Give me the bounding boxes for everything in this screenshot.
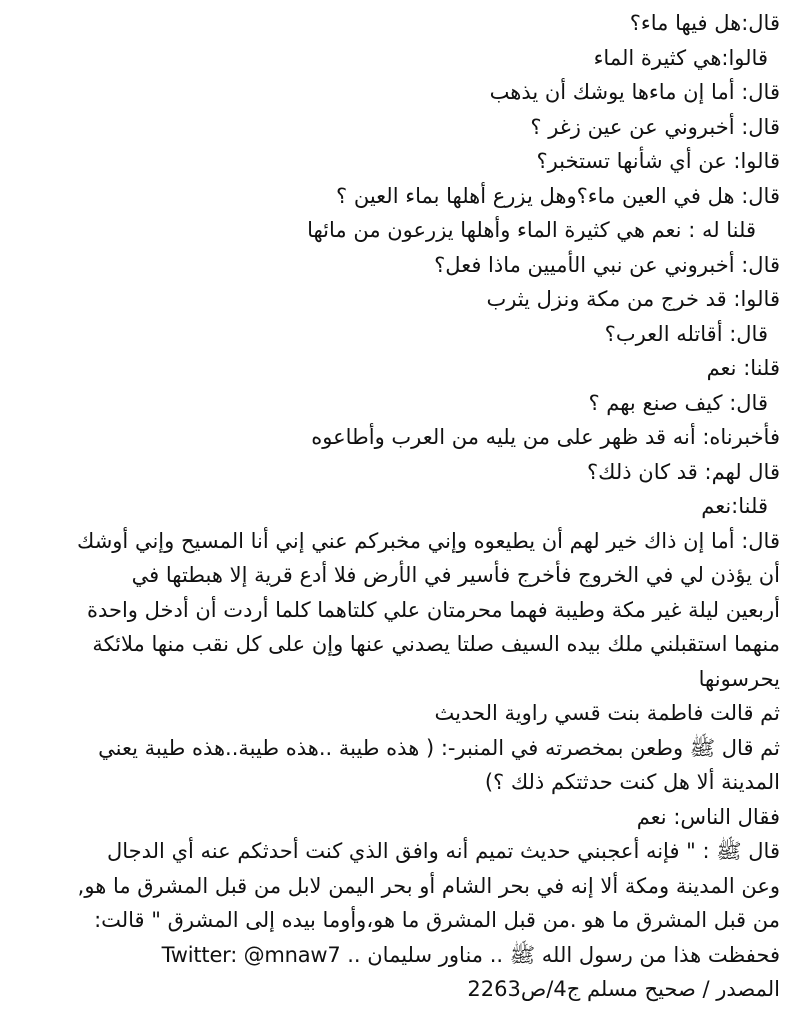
text-line: قالوا:هي كثيرة الماء	[593, 45, 768, 70]
text-line: وعن المدينة ومكة ألا إنه في بحر الشام أو بحر اليمن لابل من قبل المشرق ما هو,	[77, 873, 780, 898]
text-line: قال: أما إن ماءها يوشك أن يذهب	[489, 80, 780, 104]
text-line: قال لهم: قد كان ذلك؟	[587, 459, 780, 484]
text-line: المدينة ألا هل كنت حدثتكم ذلك ؟)	[484, 770, 780, 794]
text-line: أربعين ليلة غير مكة وطيبة فهما محرمتان علي كلتاهما كلما أردت أن أدخل واحدة	[86, 597, 780, 622]
text-line: قلنا له : نعم هي كثيرة الماء وأهلها يزرعون من مائها	[307, 218, 756, 242]
text-line: قالوا: قد خرج من مكة ونزل يثرب	[486, 287, 780, 311]
text-line: قلنا: نعم	[706, 356, 780, 380]
text-line: أن يؤذن لي في الخروج فأخرج فأسير في الأرض فلا أدع قرية إلا هبطتها في	[131, 563, 780, 587]
text-line: فأخبرناه: أنه قد ظهر على من يليه من العرب وأطاعوه	[311, 425, 780, 449]
text-line: قال: أما إن ذاك خير لهم أن يطيعوه وإني مخبركم عني إني أنا المسيح وإني أوشك	[77, 528, 780, 553]
text-line: ثم قال ﷺ وطعن بمخصرته في المنبر-: ( هذه طيبة ..هذه طيبة..هذه طيبة يعني	[98, 735, 780, 760]
text-line: قالوا: عن أي شأنها تستخبر؟	[536, 149, 780, 173]
text-line: من قبل المشرق ما هو .من قبل المشرق ما هو،وأوما بيده إلى المشرق " قالت:	[94, 908, 780, 932]
text-line: قال: هل في العين ماء؟وهل يزرع أهلها بماء العين ؟	[336, 183, 780, 208]
text-line: قال: كيف صنع بهم ؟	[588, 390, 768, 415]
text-line: قال: أخبروني عن عين زغر ؟	[530, 114, 780, 139]
text-line: قال: أخبروني عن نبي الأميين ماذا فعل؟	[434, 252, 780, 277]
text-line: يحرسونها	[698, 666, 780, 691]
text-line: فحفظت هذا من رسول الله ﷺ .. مناور سليمان .. Twitter: @mnaw7	[161, 942, 780, 967]
text-line: قال:هل فيها ماء؟	[629, 11, 780, 35]
source-line: المصدر / صحيح مسلم ج4/ص2263	[467, 977, 780, 1001]
text-line: ثم قالت فاطمة بنت قسي راوية الحديث	[434, 701, 780, 725]
text-line: قال ﷺ : " فإنه أعجبني حديث تميم أنه وافق الذي كنت أحدثكم عنه أي الدجال	[107, 839, 780, 863]
text-line: قلنا:نعم	[701, 494, 768, 518]
text-line: قال: أقاتله العرب؟	[604, 321, 768, 346]
text-line: فقال الناس: نعم	[636, 804, 780, 829]
text-line: منهما استقبلني ملك بيده السيف صلتا يصدني عنها وإن على كل نقب منها ملائكة	[92, 632, 780, 656]
document-text	[8, 6, 780, 1007]
